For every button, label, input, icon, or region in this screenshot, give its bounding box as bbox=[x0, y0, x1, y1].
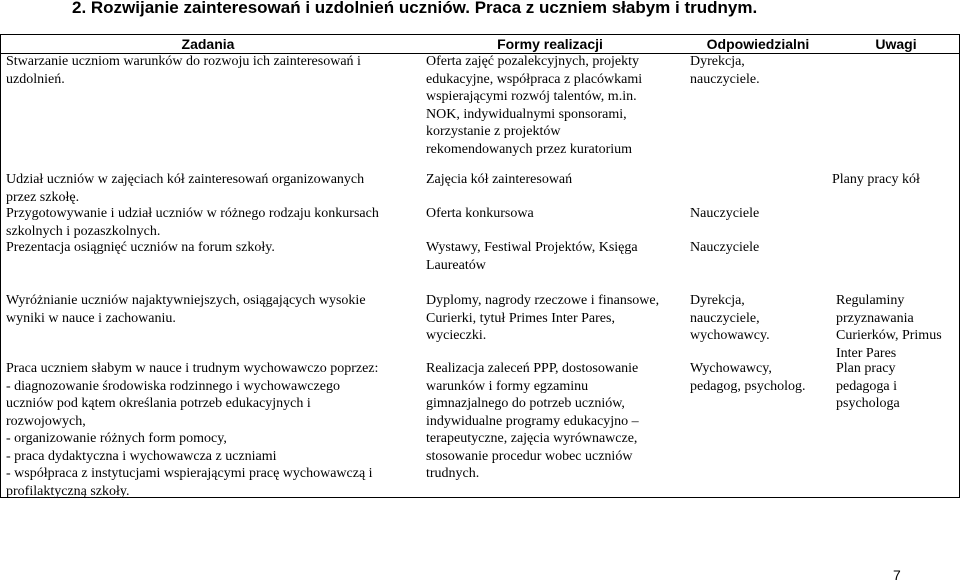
header-formy-realizacji: Formy realizacji bbox=[497, 36, 603, 52]
row2-zadania: Udział uczniów w zajęciach kół zainteresowań organizowanych przez szkołę. bbox=[6, 172, 365, 205]
row5-zadania: Wyróżnianie uczniów najaktywniejszych, osiągających wysokie wyniki w nauce i zachowaniu. bbox=[6, 293, 366, 326]
row1-formy: Oferta zajęć pozalekcyjnych, projekty edukacyjne, współpraca z placówkami wspierającymi rozwój talentów, m.in. NOK, indywidualnymi sponsorami, korzystanie z projektów rekomendowanych przez kuratorium bbox=[426, 54, 643, 157]
row6-zadania: Praca uczniem słabym w nauce i trudnym wychowawczo poprzez: - diagnozowanie środowiska rodzinnego i wychowawczego uczniów pod kątem określania potrzeb edukacyjnych i rozwojowych, - organizowanie różnych form pomocy, - praca dydaktyczna i wychowawcza z uczniami - współpraca z instytucjami wspierającymi pracę wychowawczą i profilaktyczną szkoły. bbox=[6, 361, 379, 499]
table-border-left bbox=[0, 34, 1, 498]
row5-uwagi: Regulaminy przyznawania Curierków, Primus Inter Pares bbox=[836, 293, 942, 361]
header-uwagi: Uwagi bbox=[875, 36, 917, 52]
row1-odpowiedzialni: Dyrekcja, nauczyciele. bbox=[690, 54, 760, 87]
row6-odpowiedzialni: Wychowawcy, pedagog, psycholog. bbox=[690, 361, 806, 394]
header-zadania: Zadania bbox=[181, 36, 235, 52]
page-number: 7 bbox=[893, 567, 901, 583]
row3-zadania: Przygotowywanie i udział uczniów w różnego rodzaju konkursach szkolnych i pozaszkolnych. bbox=[6, 206, 379, 239]
row2-formy: Zajęcia kół zainteresowań bbox=[426, 172, 573, 187]
row2-uwagi: Plany pracy kół bbox=[832, 172, 920, 187]
row5-formy: Dyplomy, nagrody rzeczowe i finansowe, Curierki, tytuł Primes Inter Pares, wycieczki. bbox=[426, 293, 660, 343]
header-odpowiedzialni: Odpowiedzialni bbox=[706, 36, 810, 52]
row4-odpowiedzialni: Nauczyciele bbox=[690, 240, 760, 255]
row5-odpowiedzialni: Dyrekcja, nauczyciele, wychowawcy. bbox=[690, 293, 770, 343]
row1-zadania: Stwarzanie uczniom warunków do rozwoju ich zainteresowań i uzdolnień. bbox=[6, 54, 361, 87]
row3-formy: Oferta konkursowa bbox=[426, 206, 534, 221]
row4-zadania: Prezentacja osiągnięć uczniów na forum szkoły. bbox=[6, 240, 275, 255]
row4-formy: Wystawy, Festiwal Projektów, Księga Laureatów bbox=[426, 240, 638, 273]
row6-uwagi: Plan pracy pedagoga i psychologa bbox=[836, 361, 900, 411]
tasks-table bbox=[0, 34, 960, 498]
row6-formy: Realizacja zaleceń PPP, dostosowanie warunków i formy egzaminu gimnazjalnego do potrzeb uczniów, indywidualne programy edukacyjno – terapeutyczne, zajęcia wyrównawcze, stosowanie procedur wobec uczniów trudnych. bbox=[426, 361, 639, 481]
section-heading: 2. Rozwijanie zainteresowań i uzdolnień uczniów. Praca z uczniem słabym i trudnym. bbox=[72, 0, 758, 17]
row3-odpowiedzialni: Nauczyciele bbox=[690, 206, 760, 221]
